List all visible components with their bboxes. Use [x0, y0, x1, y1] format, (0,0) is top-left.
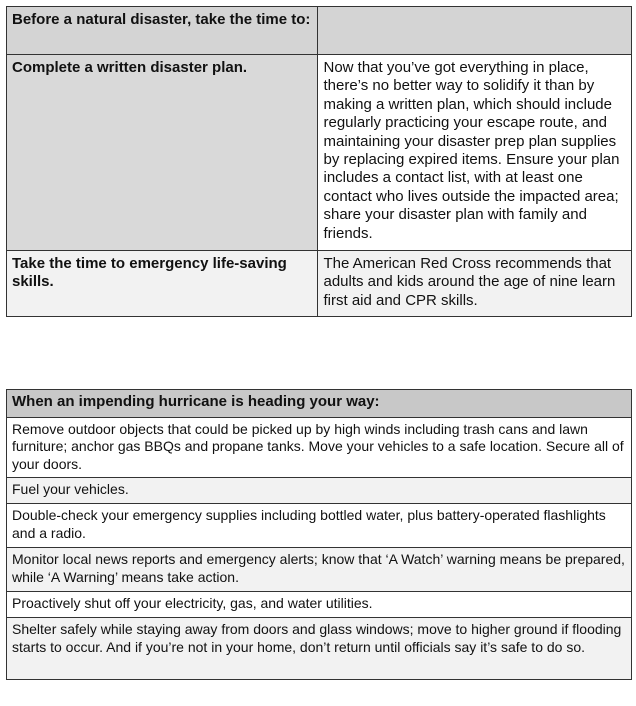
table-header-empty	[318, 7, 632, 55]
table-row	[7, 478, 632, 504]
table-row	[7, 418, 632, 478]
row-text: Shelter safely while staying away from doors and glass windows; move to higher ground if flooding starts to occur. And if you’re not in your home, don’t return until officials say it’s safe to do so.	[7, 618, 632, 680]
row-text: Remove outdoor objects that could be picked up by high winds including trash cans and lawn furniture; anchor gas BBQs and propane tanks. Move your vehicles to a safe location. Secure all of your doors.	[7, 418, 632, 478]
table-row	[7, 618, 632, 680]
hurricane-table	[6, 389, 632, 680]
table-row	[7, 592, 632, 618]
table-row	[7, 504, 632, 548]
table-header-title: Before a natural disaster, take the time to:	[7, 7, 318, 55]
row-text: Double-check your emergency supplies including bottled water, plus battery-operated flashlights and a radio.	[7, 504, 632, 548]
row-text: Fuel your vehicles.	[7, 478, 632, 504]
table-header-title: When an impending hurricane is heading your way:	[7, 390, 632, 418]
row-detail: The American Red Cross recommends that adults and kids around the age of nine learn first aid and CPR skills.	[318, 251, 632, 317]
row-label: Complete a written disaster plan.	[7, 55, 318, 251]
row-text: Proactively shut off your electricity, gas, and water utilities.	[7, 592, 632, 618]
table-row	[7, 55, 632, 251]
before-disaster-table	[6, 6, 632, 317]
row-label: Take the time to emergency life-saving skills.	[7, 251, 318, 317]
table-header-row	[7, 7, 632, 55]
row-detail: Now that you’ve got everything in place, there’s no better way to solidify it than by making a written plan, which should include regularly practicing your escape route, and maintaining your disaster prep plan supplies by replacing expired items. Ensure your plan includes a contact list, with at least one contact who lives outside the impacted area; share your disaster plan with family and friends.	[318, 55, 632, 251]
row-text: Monitor local news reports and emergency alerts; know that ‘A Watch’ warning means be prepared, while ‘A Warning’ means take action.	[7, 548, 632, 592]
table-row	[7, 251, 632, 317]
table-header-row	[7, 390, 632, 418]
table-row	[7, 548, 632, 592]
